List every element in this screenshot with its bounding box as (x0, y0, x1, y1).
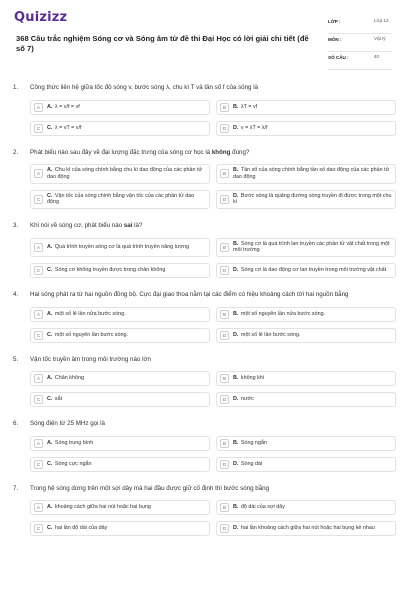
meta-row-grade (328, 16, 392, 34)
option-letter-box: C (34, 195, 43, 204)
option-key: A. (47, 504, 53, 511)
option-letter-box: A (34, 169, 43, 178)
option-text (47, 104, 80, 111)
option-text (233, 267, 386, 274)
option-key: C. (47, 525, 53, 532)
option-key: A. (47, 167, 53, 173)
option-text (233, 461, 262, 468)
meta-key: SỐ CÂU : (328, 55, 349, 60)
question-header (8, 222, 392, 231)
option-value: hai lần độ dài của dây (54, 525, 108, 532)
option-value: Chu kì của sóng chính bằng chu kì dao động của các phần tử dao động (47, 167, 203, 180)
question-text: Vận tốc truyền âm trong môi trường nào lớn (30, 355, 151, 363)
answer-option[interactable] (30, 371, 210, 386)
option-text (233, 125, 267, 132)
question-header (8, 485, 392, 494)
option-value: v = λT = λ/f (240, 124, 268, 131)
option-value: Sóng dài (240, 460, 263, 467)
answer-option[interactable] (216, 436, 396, 451)
option-letter-box: B (220, 169, 229, 178)
option-letter-box: B (220, 243, 229, 252)
meta-value: Vật lý (374, 36, 386, 41)
option-key: C. (47, 192, 53, 199)
meta-key: MÔN : (328, 37, 342, 42)
answer-option[interactable] (216, 263, 396, 278)
question-text-part: Khi nói về sóng cơ, phát biểu nào (30, 222, 124, 230)
question-header (8, 420, 392, 429)
option-text (47, 375, 84, 382)
answer-option[interactable] (216, 238, 396, 258)
option-value: Sóng ngắn (240, 439, 267, 446)
option-letter-box: B (220, 310, 229, 319)
question-item (8, 420, 392, 472)
answer-options (30, 307, 392, 343)
option-key: C. (47, 460, 53, 467)
answer-option[interactable] (216, 307, 396, 322)
option-letter-box: D (220, 266, 229, 275)
option-letter-box: D (220, 195, 229, 204)
question-item (8, 222, 392, 278)
option-key: A. (47, 244, 53, 251)
meta-value: Lớp 12 (374, 18, 389, 23)
question-number: 6. (13, 420, 19, 428)
answer-options (30, 436, 392, 472)
option-text (233, 440, 267, 447)
question-text (30, 149, 392, 158)
option-letter-box: D (220, 395, 229, 404)
question-number: 2. (13, 148, 19, 156)
option-letter-box: A (34, 310, 43, 319)
answer-option[interactable] (216, 371, 396, 386)
option-letter-box: D (220, 331, 229, 340)
question-header (8, 149, 392, 158)
option-key: B. (233, 439, 239, 446)
option-letter-box: D (220, 524, 229, 533)
option-value: hai lần khoảng cách giữa hai nút hoặc hai bụng kề nhau (240, 525, 375, 532)
option-letter-box: C (34, 331, 43, 340)
option-text (233, 311, 325, 318)
option-key: D. (233, 267, 239, 274)
option-key: D. (233, 460, 239, 467)
option-letter-box: B (220, 103, 229, 112)
option-text (47, 332, 128, 339)
option-text (47, 504, 151, 511)
option-value: Tần số của sóng chính bằng tần số dao động của các phần tử dao động (233, 167, 390, 180)
option-letter-box: B (220, 503, 229, 512)
answer-option[interactable] (30, 500, 210, 515)
option-value: không khí (240, 375, 265, 382)
option-letter-box: C (34, 524, 43, 533)
question-text-part: là? (132, 222, 143, 230)
option-value: một số lẻ lần bước sóng. (240, 331, 301, 338)
option-text (47, 193, 206, 207)
question-text: Hai sóng phát ra từ hai nguồn đồng bộ. Cực đại giao thoa nằm tại các điểm có hiệu khoảng cách tới hai nguồn bằng (30, 291, 349, 299)
answer-option[interactable] (30, 121, 210, 136)
option-value: Bước sóng là quãng đường sóng truyền đi được trong một chu kì (233, 192, 392, 206)
meta-row-question-count (328, 52, 392, 70)
option-letter-box: A (34, 103, 43, 112)
option-key: D. (233, 396, 239, 403)
option-text (233, 504, 285, 511)
question-text-part: đúng? (230, 148, 250, 156)
option-text (47, 525, 107, 532)
worksheet-header (8, 6, 392, 72)
option-value: λT = vf (240, 103, 258, 110)
answer-option[interactable] (216, 328, 396, 343)
option-text (233, 241, 392, 255)
option-letter-box: A (34, 374, 43, 383)
question-text-emphasis: sai (123, 222, 133, 230)
question-item (8, 149, 392, 210)
option-key: C. (47, 396, 53, 403)
question-text: Trong hệ sóng dừng trên một sợi dây mà hai đầu được giữ cố định thì bước sóng bằng (30, 484, 270, 492)
option-key: A. (47, 310, 53, 317)
question-text-emphasis: không (211, 148, 231, 156)
option-text (47, 244, 189, 251)
question-item (8, 485, 392, 537)
answer-option[interactable] (216, 121, 396, 136)
option-text (233, 525, 375, 532)
question-number: 1. (13, 84, 19, 91)
answer-option[interactable] (30, 238, 210, 258)
option-letter-box: B (220, 374, 229, 383)
option-text (233, 396, 254, 403)
question-list (8, 84, 392, 549)
question-text-part: Phát biểu nào sau đây về đại lượng đặc trưng của sóng cơ học là (30, 148, 212, 156)
option-value: Sóng trung bình (54, 439, 94, 446)
answer-option[interactable] (30, 307, 210, 322)
option-key: A. (47, 103, 53, 110)
option-letter-box: D (220, 460, 229, 469)
answer-option[interactable] (216, 500, 396, 515)
option-value: sắt (54, 396, 63, 403)
option-text (47, 267, 165, 274)
option-letter-box: B (220, 439, 229, 448)
question-header (8, 291, 392, 300)
option-letter-box: A (34, 243, 43, 252)
answer-option[interactable] (30, 100, 210, 115)
answer-option[interactable] (216, 392, 396, 407)
answer-option[interactable] (30, 263, 210, 278)
answer-option[interactable] (30, 392, 210, 407)
option-key: B. (233, 103, 239, 110)
option-key: B. (233, 167, 239, 173)
answer-option[interactable] (216, 164, 396, 184)
option-key: D. (233, 525, 239, 532)
answer-option[interactable] (216, 457, 396, 472)
option-text (47, 167, 206, 181)
answer-options (30, 238, 392, 279)
option-value: λ = v/f = vf (54, 103, 80, 110)
option-value: một số nguyên lần bước sóng. (54, 331, 128, 338)
option-text (233, 193, 392, 207)
option-letter-box: A (34, 503, 43, 512)
option-value: Sóng cơ là quá trình lan truyền các phần tử vật chất trong một môi trường (233, 240, 390, 254)
option-value: Chân không (54, 375, 84, 382)
option-value: nước (240, 396, 254, 403)
meta-row-subject (328, 34, 392, 52)
option-text (233, 167, 392, 181)
option-text (233, 104, 257, 111)
answer-option[interactable] (30, 457, 210, 472)
option-text (47, 125, 81, 132)
answer-option[interactable] (216, 100, 396, 115)
option-key: C. (47, 267, 53, 274)
option-key: B. (233, 310, 239, 317)
answer-option[interactable] (30, 190, 210, 210)
option-value: λ = vT = v/f (54, 124, 82, 131)
option-key: B. (233, 375, 239, 382)
question-number: 4. (13, 291, 19, 299)
question-number: 5. (13, 355, 19, 363)
option-key: D. (233, 192, 239, 199)
answer-options (30, 371, 392, 407)
option-letter-box: C (34, 124, 43, 133)
answer-options (30, 164, 392, 209)
question-header (8, 84, 392, 93)
quizizz-logo[interactable]: Quizizz (14, 10, 68, 25)
question-number: 3. (13, 222, 19, 230)
worksheet-meta (328, 16, 392, 70)
option-value: một số lẻ lần nửa bước sóng. (54, 310, 126, 317)
question-text: Sóng điện từ 25 MHz gọi là (30, 420, 105, 428)
option-value: Sóng cơ không truyền được trong chân không (54, 267, 166, 274)
question-item (8, 291, 392, 343)
option-text (47, 461, 91, 468)
option-key: A. (47, 439, 53, 446)
option-value: Sóng cơ là dao động cơ lan truyền trong môi trường vật chất (240, 267, 387, 274)
option-value: một số nguyên lần nửa bước sóng. (240, 310, 326, 317)
question-item (8, 84, 392, 136)
answer-option[interactable] (30, 521, 210, 536)
option-text (233, 332, 301, 339)
answer-option[interactable] (216, 190, 396, 210)
answer-options (30, 500, 392, 536)
option-key: C. (47, 331, 53, 338)
meta-value: 40 (374, 54, 380, 59)
answer-option[interactable] (30, 436, 210, 451)
option-letter-box: C (34, 395, 43, 404)
option-text (233, 375, 264, 382)
option-value: Vận tốc của sóng chính bằng vận tốc của các phần tử dao động (47, 192, 195, 206)
answer-option[interactable] (30, 164, 210, 184)
meta-key: LỚP : (328, 19, 341, 24)
worksheet-title: 368 Câu trắc nghiệm Sóng cơ và Sóng âm từ đề thi Đại Học có lời giải chi tiết (đề số 7) (16, 34, 309, 53)
option-text (47, 396, 62, 403)
option-key: C. (47, 124, 53, 131)
option-value: Sóng cực ngắn (54, 460, 92, 467)
answer-option[interactable] (30, 328, 210, 343)
option-value: khoảng cách giữa hai nút hoặc hai bụng (54, 504, 151, 511)
answer-option[interactable] (216, 521, 396, 536)
option-value: độ dài của sợi dây (240, 504, 285, 511)
option-value: Quá trình truyền sóng cơ là quá trình truyền năng lượng (54, 244, 190, 251)
option-letter-box: C (34, 266, 43, 275)
option-key: B. (233, 240, 239, 247)
option-text (47, 311, 126, 318)
option-key: D. (233, 331, 239, 338)
option-key: A. (47, 375, 53, 382)
question-text (30, 222, 392, 231)
option-letter-box: D (220, 124, 229, 133)
answer-options (30, 100, 392, 136)
option-key: B. (233, 504, 239, 511)
question-header (8, 356, 392, 365)
option-letter-box: A (34, 439, 43, 448)
question-item (8, 356, 392, 408)
option-letter-box: C (34, 460, 43, 469)
option-text (47, 440, 93, 447)
question-text: Công thức liên hệ giữa tốc độ sóng v, bước sóng λ, chu kì T và tần số f của sóng là (30, 84, 259, 91)
question-number: 7. (13, 484, 19, 492)
option-key: D. (233, 124, 239, 131)
